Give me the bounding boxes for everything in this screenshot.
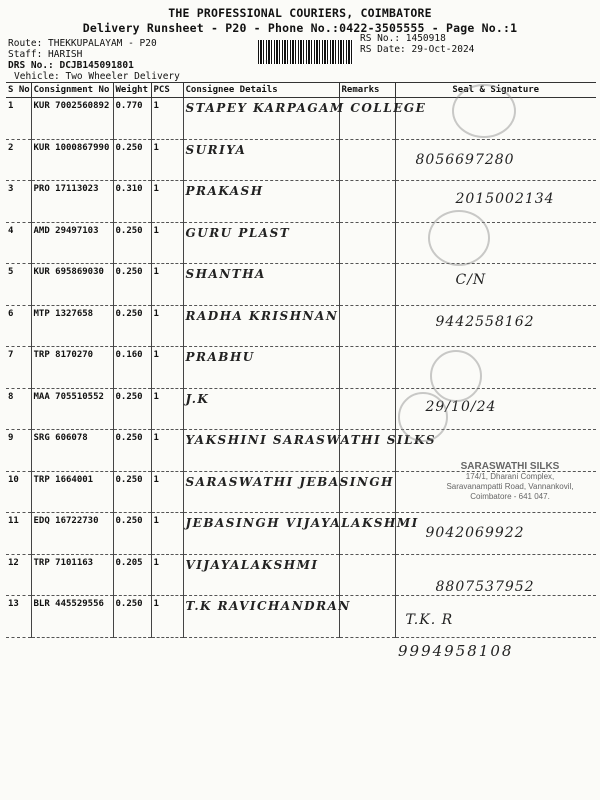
cell-remarks [339, 388, 395, 430]
col-pcs: PCS [151, 83, 183, 98]
cell-remarks [339, 264, 395, 306]
cell-consignee: JEBASINGH VIJAYALAKSHMI [183, 513, 339, 555]
cell-weight: 0.250 [113, 222, 151, 264]
col-consignment: Consignment No [31, 83, 113, 98]
stamp-circle [428, 210, 490, 266]
cell-consignee: STAPEY KARPAGAM COLLEGE [183, 98, 339, 140]
cell-pcs: 1 [151, 181, 183, 223]
cell-pcs: 1 [151, 222, 183, 264]
barcode [258, 40, 354, 64]
cell-pcs: 1 [151, 596, 183, 638]
cell-consignment: EDQ 16722730 [31, 513, 113, 555]
signature-text: 9442558162 [435, 313, 535, 330]
seal-stamp [425, 462, 595, 516]
table-row [6, 388, 596, 430]
cell-remarks [339, 554, 395, 596]
stamp-circle [398, 392, 448, 442]
cell-remarks [339, 222, 395, 264]
cell-weight: 0.250 [113, 305, 151, 347]
signature-text: 8056697280 [415, 151, 515, 168]
cell-sno: 5 [6, 264, 31, 306]
signature-text: C/N [455, 272, 487, 288]
table-row [6, 264, 596, 306]
cell-weight: 0.770 [113, 98, 151, 140]
cell-sno: 10 [6, 471, 31, 513]
cell-consignment: TRP 7101163 [31, 554, 113, 596]
vehicle-label: Vehicle: Two Wheeler Delivery [14, 71, 180, 82]
cell-sno: 6 [6, 305, 31, 347]
cell-consignment: KUR 695869030 [31, 264, 113, 306]
table-row [6, 347, 596, 389]
company-title: THE PROFESSIONAL COURIERS, COIMBATORE [168, 6, 432, 20]
cell-sno: 4 [6, 222, 31, 264]
cell-consignment: TRP 8170270 [31, 347, 113, 389]
cell-consignment: KUR 1000867990 [31, 139, 113, 181]
cell-consignment: PRO 17113023 [31, 181, 113, 223]
col-sno: S No [6, 83, 31, 98]
cell-signature [395, 264, 596, 306]
cell-weight: 0.250 [113, 264, 151, 306]
cell-consignee: SURIYA [183, 139, 339, 181]
cell-weight: 0.160 [113, 347, 151, 389]
cell-consignee: GURU PLAST [183, 222, 339, 264]
signature-text: T.K. R [405, 612, 454, 628]
cell-consignee: RADHA KRISHNAN [183, 305, 339, 347]
cell-consignee: SARASWATHI JEBASINGH [183, 471, 339, 513]
cell-weight: 0.310 [113, 181, 151, 223]
cell-sno: 7 [6, 347, 31, 389]
cell-sno: 13 [6, 596, 31, 638]
cell-consignment: KUR 7002560892 [31, 98, 113, 140]
table-row [6, 139, 596, 181]
table-row [6, 596, 596, 638]
cell-signature [395, 513, 596, 555]
cell-weight: 0.250 [113, 513, 151, 555]
table-row [6, 305, 596, 347]
col-consignee: Consignee Details [183, 83, 339, 98]
cell-consignment: TRP 1664001 [31, 471, 113, 513]
table-row [6, 222, 596, 264]
cell-signature [395, 596, 596, 638]
cell-weight: 0.250 [113, 388, 151, 430]
table-row [6, 513, 596, 555]
cell-pcs: 1 [151, 347, 183, 389]
cell-consignment: MAA 705510552 [31, 388, 113, 430]
cell-consignee: VIJAYALAKSHMI [183, 554, 339, 596]
col-remarks: Remarks [339, 83, 395, 98]
route-label: Route: THEKKUPALAYAM - P20 [8, 38, 157, 49]
cell-remarks [339, 305, 395, 347]
cell-sno: 12 [6, 554, 31, 596]
rs-number: RS No.: 1450918 [360, 33, 446, 44]
cell-consignment: BLR 445529556 [31, 596, 113, 638]
rs-date: RS Date: 29-Oct-2024 [360, 44, 475, 55]
cell-consignment: MTP 1327658 [31, 305, 113, 347]
cell-signature [395, 347, 596, 389]
drs-number: DRS No.: DCJB145091801 [8, 60, 134, 71]
cell-pcs: 1 [151, 264, 183, 306]
cell-consignment: SRG 606078 [31, 430, 113, 472]
cell-weight: 0.250 [113, 596, 151, 638]
stamp-line: Coimbatore - 641 047. [470, 492, 550, 501]
cell-pcs: 1 [151, 98, 183, 140]
cell-pcs: 1 [151, 388, 183, 430]
cell-consignee: PRABHU [183, 347, 339, 389]
signature-text: 9042069922 [425, 525, 525, 541]
cell-consignee: T.K RAVICHANDRAN [183, 596, 339, 638]
cell-consignment: AMD 29497103 [31, 222, 113, 264]
cell-weight: 0.250 [113, 430, 151, 472]
cell-sno: 8 [6, 388, 31, 430]
stamp-line: 174/1, Dharani Complex, [465, 472, 555, 481]
col-weight: Weight [113, 83, 151, 98]
cell-pcs: 1 [151, 554, 183, 596]
cell-consignee: J.K [183, 388, 339, 430]
cell-pcs: 1 [151, 305, 183, 347]
cell-remarks [339, 347, 395, 389]
signature-text: 2015002134 [455, 191, 555, 207]
footer-handwritten-number: 9994958108 [398, 642, 514, 660]
stamp-circle [452, 84, 516, 138]
staff-label: Staff: HARISH [8, 49, 83, 60]
stamp-line: SARASWATHI SILKS [460, 461, 560, 472]
cell-sno: 3 [6, 181, 31, 223]
cell-sno: 2 [6, 139, 31, 181]
cell-pcs: 1 [151, 430, 183, 472]
cell-consignee: PRAKASH [183, 181, 339, 223]
cell-pcs: 1 [151, 513, 183, 555]
cell-signature [395, 554, 596, 596]
cell-pcs: 1 [151, 139, 183, 181]
signature-text: 8807537952 [435, 578, 535, 595]
cell-remarks [339, 181, 395, 223]
stamp-circle [430, 350, 482, 402]
cell-signature [395, 222, 596, 264]
table-row [6, 554, 596, 596]
runsheet-title: Delivery Runsheet - P20 - Phone No.:0422-3505555 - Page No.:1 [82, 21, 518, 35]
cell-signature [395, 139, 596, 181]
cell-weight: 0.250 [113, 139, 151, 181]
cell-consignee: SHANTHA [183, 264, 339, 306]
cell-consignee: YAKSHINI SARASWATHI SILKS [183, 430, 339, 472]
cell-sno: 11 [6, 513, 31, 555]
cell-signature [395, 305, 596, 347]
runsheet-table [6, 82, 596, 638]
cell-sno: 9 [6, 430, 31, 472]
cell-weight: 0.250 [113, 471, 151, 513]
table-row [6, 181, 596, 223]
cell-signature [395, 181, 596, 223]
col-signature: Seal & Signature [395, 83, 596, 98]
cell-sno: 1 [6, 98, 31, 140]
cell-weight: 0.205 [113, 554, 151, 596]
cell-pcs: 1 [151, 471, 183, 513]
cell-remarks [339, 139, 395, 181]
signature-text: 29/10/24 [425, 398, 497, 415]
stamp-line: Saravanampatti Road, Vannankovil, [446, 482, 574, 491]
